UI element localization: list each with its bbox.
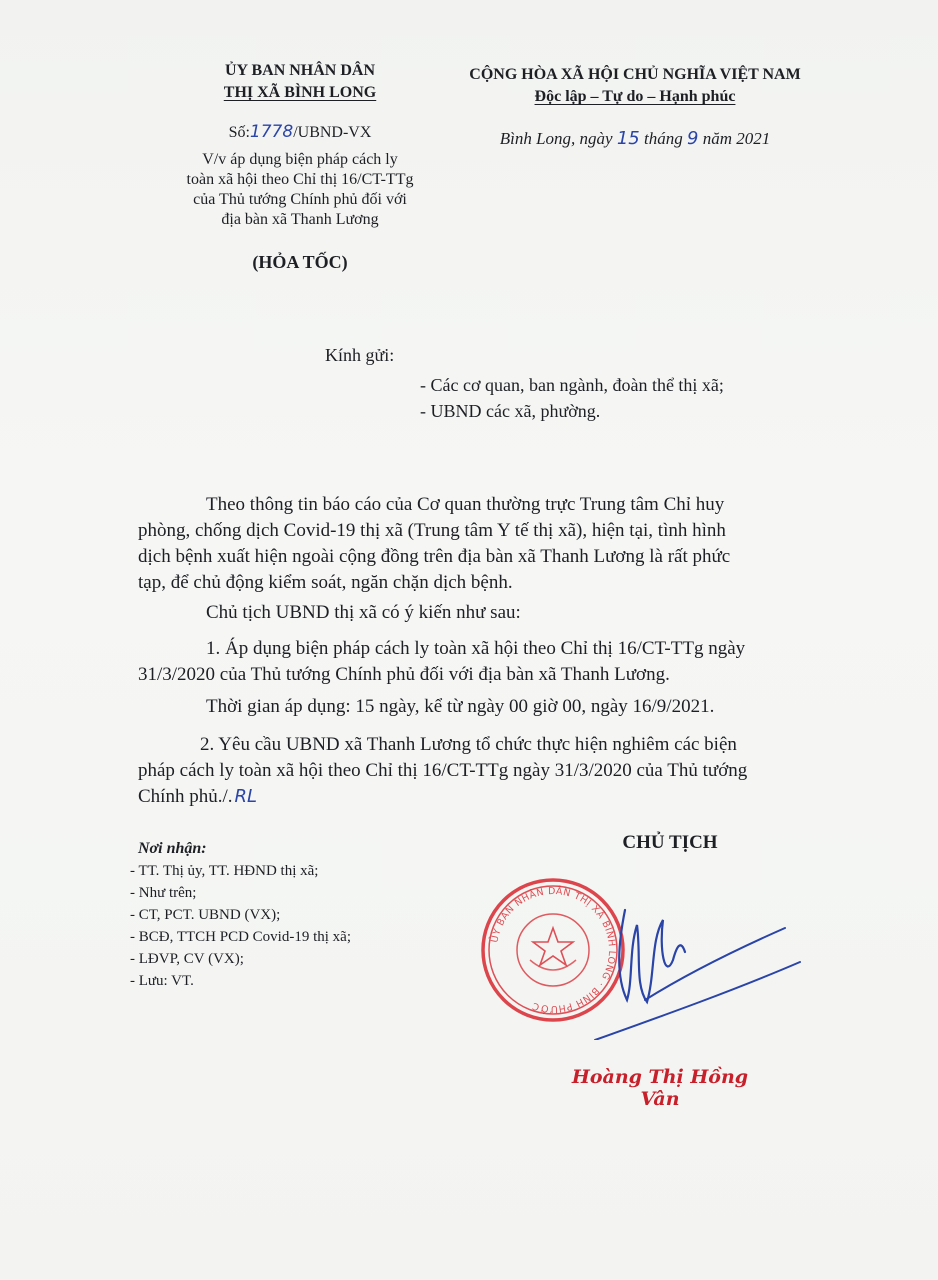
body-line: 2. Yêu cầu UBND xã Thanh Lương tổ chức thực hiện nghiêm các biện: [200, 734, 737, 755]
receiver-item: - TT. Thị ủy, TT. HĐND thị xã;: [130, 863, 319, 879]
body-line: phòng, chống dịch Covid-19 thị xã (Trung tâm Y tế thị xã), hiện tại, tình hình: [138, 520, 726, 541]
subject-line: toàn xã hội theo Chỉ thị 16/CT-TTg: [186, 171, 414, 188]
urgency-label: (HỎA TỐC): [252, 252, 348, 272]
subject-line: địa bàn xã Thanh Lương: [221, 211, 379, 228]
recipient-item: - UBND các xã, phường.: [420, 401, 601, 421]
body-line: pháp cách ly toàn xã hội theo Chỉ thị 16/CT-TTg ngày 31/3/2020 của Thủ tướng: [138, 760, 748, 781]
document-date: Bình Long, ngày 15 tháng 9 năm 2021: [499, 128, 771, 149]
body-paragraph-5: [138, 732, 854, 810]
body-line: Theo thông tin báo cáo của Cơ quan thường trực Trung tâm Chỉ huy: [206, 494, 725, 515]
signer-title: CHỦ TỊCH: [622, 832, 718, 853]
signer-name: Hoàng Thị Hồng Vân: [571, 1066, 749, 1110]
receiver-item: - CT, PCT. UBND (VX);: [130, 907, 281, 923]
document-number: Số:1778/UBND-VX: [228, 122, 372, 142]
body-paragraph-4: Thời gian áp dụng: 15 ngày, kể từ ngày 00 giờ 00, ngày 16/9/2021.: [206, 696, 715, 717]
subject-line: V/v áp dụng biện pháp cách ly: [202, 151, 398, 168]
org-name-line2: THỊ XÃ BÌNH LONG: [223, 84, 377, 101]
body-paragraph-3: [138, 636, 854, 688]
signature: [585, 890, 805, 1040]
recipient-list: [420, 372, 724, 424]
receiver-item: - LĐVP, CV (VX);: [130, 951, 244, 967]
body-line: dịch bệnh xuất hiện ngoài cộng đồng trên địa bàn xã Thanh Lương là rất phức: [138, 546, 731, 567]
nation-title: CỘNG HÒA XÃ HỘI CHỦ NGHĨA VIỆT NAM: [469, 66, 801, 83]
body-paragraph-1: [138, 492, 854, 596]
subject-line: của Thủ tướng Chính phủ đối với: [193, 191, 407, 208]
receivers-title: Nơi nhận:: [138, 840, 207, 857]
recipient-item: - Các cơ quan, ban ngành, đoàn thể thị xã;: [420, 375, 724, 395]
body-line: tạp, để chủ động kiểm soát, ngăn chặn dịch bệnh.: [138, 572, 513, 593]
org-name-line1: ỦY BAN NHÂN DÂN: [224, 62, 376, 79]
body-paragraph-2: Chủ tịch UBND thị xã có ý kiến như sau:: [206, 602, 521, 623]
body-line: 1. Áp dụng biện pháp cách ly toàn xã hội theo Chỉ thị 16/CT-TTg ngày: [206, 638, 746, 659]
subject: [180, 150, 420, 230]
receiver-item: - Như trên;: [130, 885, 197, 901]
handwritten-initials: RL: [234, 786, 258, 807]
receivers-list: [130, 860, 351, 992]
nation-motto: Độc lập – Tự do – Hạnh phúc: [534, 88, 736, 105]
svg-text:ỦY BAN NHÂN DÂN THỊ XÃ BÌNH LO: ỦY BAN NHÂN DÂN THỊ XÃ BÌNH LONG · BÌNH PHƯỚC: [489, 885, 618, 1015]
receiver-item: - BCĐ, TTCH PCD Covid-19 thị xã;: [130, 929, 351, 945]
body-line: 31/3/2020 của Thủ tướng Chính phủ đối với địa bàn xã Thanh Lương.: [138, 664, 670, 685]
receiver-item: - Lưu: VT.: [130, 973, 194, 989]
salutation: Kính gửi:: [325, 345, 395, 365]
body-line: Chính phủ./. RL: [138, 786, 258, 807]
